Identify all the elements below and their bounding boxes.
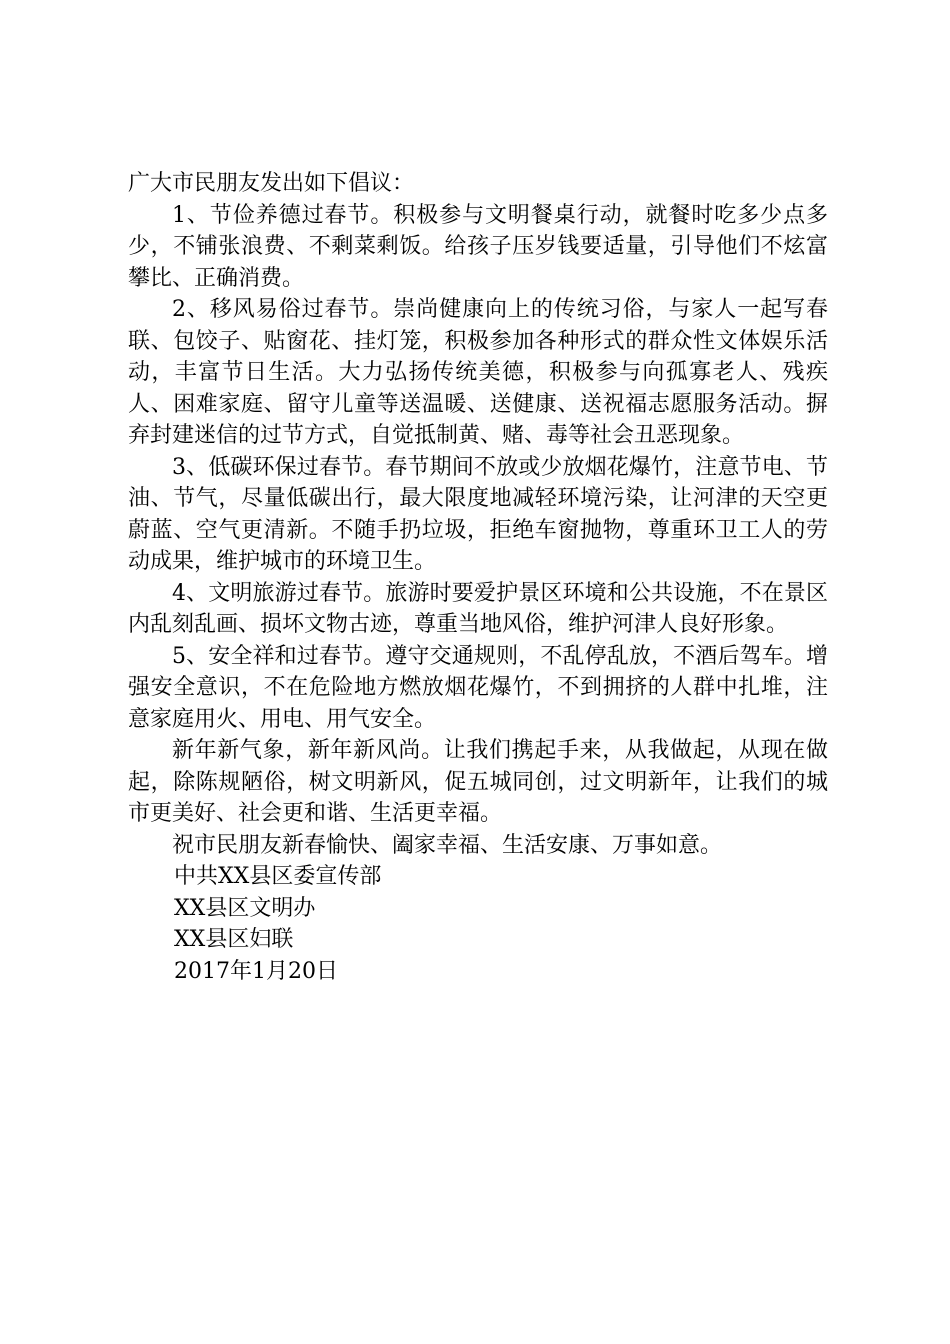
intro-line: 广大市民朋友发出如下倡议： [128, 171, 415, 196]
closing-paragraph: 新年新气象，新年新风尚。让我们携起手来，从我做起，从现在做起，除陈规陋俗，树文明新风，促五城同创，过文明新年，让我们的城市更美好、社会更和谐、生活更幸福。 [128, 738, 828, 826]
signature-womens-federation: XX县区妇联 [174, 927, 294, 952]
proposal-paragraph-2: 2、移风易俗过春节。崇尚健康向上的传统习俗，与家人一起写春联、包饺子、贴窗花、挂灯笼，积极参加各种形式的群众性文体娱乐活动，丰富节日生活。大力弘扬传统美德，积极参与向孤寡老人、残疾人、困难家庭、留守儿童等送温暖、送健康、送祝福志愿服务活动。摒弃封建迷信的过节方式，自觉抵制黄、赌、毒等社会丑恶现象。 [128, 297, 828, 448]
proposal-paragraph-4: 4、文明旅游过春节。旅游时要爱护景区环境和公共设施，不在景区内乱刻乱画、损坏文物古迹，尊重当地风俗，维护河津人良好形象。 [128, 580, 828, 637]
signature-date: 2017年1月20日 [174, 958, 338, 984]
signature-civilization-office: XX县区文明办 [174, 895, 316, 921]
proposal-paragraph-1: 1、节俭养德过春节。积极参与文明餐桌行动，就餐时吃多少点多少，不铺张浪费、不剩菜剩饭。给孩子压岁钱要适量，引导他们不炫富攀比、正确消费。 [128, 202, 828, 291]
greeting-line: 祝市民朋友新春愉快、阖家幸福、生活安康、万事如意。 [172, 832, 723, 858]
proposal-paragraph-3: 3、低碳环保过春节。春节期间不放或少放烟花爆竹，注意节电、节油、节气，尽量低碳出行，最大限度地减轻环境污染，让河津的天空更蔚蓝、空气更清新。不随手扔垃圾，拒绝车窗抛物，尊重环卫工人的劳动成果，维护城市的环境卫生。 [128, 454, 828, 574]
document-page [128, 168, 828, 987]
proposal-paragraph-5: 5、安全祥和过春节。遵守交通规则，不乱停乱放，不酒后驾车。增强安全意识，不在危险地方燃放烟花爆竹，不到拥挤的人群中扎堆，注意家庭用火、用电、用气安全。 [128, 643, 828, 732]
signature-propaganda-dept: 中共XX县区委宣传部 [174, 864, 382, 889]
